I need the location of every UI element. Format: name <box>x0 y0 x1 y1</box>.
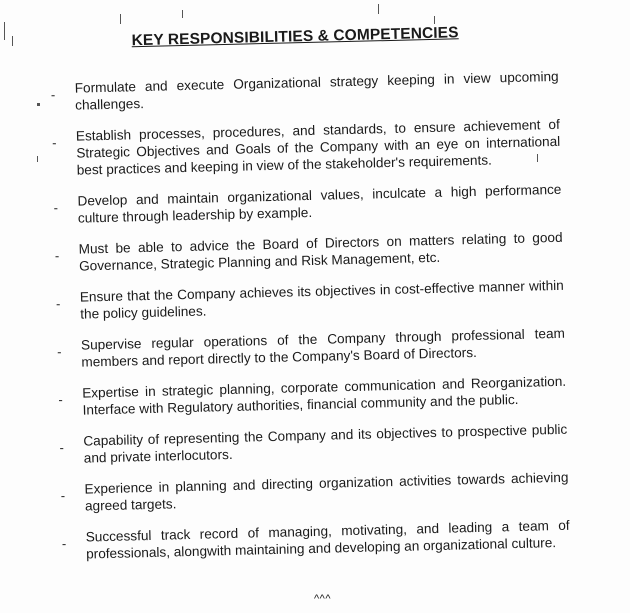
bullet-dash: - <box>55 296 61 312</box>
end-mark: ^^^ <box>314 593 331 605</box>
list-item-text: Establish processes, procedures, and standards, to ensure achievement of Strategic Objectives and Goals of the Company with an eye on international best practices and keeping in view of the stakeholder's requirements. <box>75 116 561 178</box>
list-item <box>51 181 562 227</box>
bullet-dash: - <box>57 344 62 360</box>
bullet-dash: - <box>53 200 59 216</box>
list-item-text: Formulate and execute Organizational strategy keeping in view upcoming challenges. <box>74 68 559 113</box>
list-item-text: Must be able to advice the Board of Directors on matters relating to good Governance, Strategic Planning and Risk Management, etc. <box>78 229 563 274</box>
bullet-dash: - <box>50 87 56 103</box>
list-item <box>50 116 561 179</box>
list-item-text: Develop and maintain organizational values, inculcate a high performance culture through leadership by example. <box>77 181 562 226</box>
list-item-text: Supervise regular operations of the Company through professional team members and report directly to the Company's Board of Directors. <box>80 325 566 370</box>
list-item <box>58 469 569 515</box>
list-item <box>57 421 568 467</box>
list-item <box>60 517 571 563</box>
list-item <box>56 373 567 419</box>
list-item <box>55 325 566 371</box>
list-item <box>52 229 563 275</box>
list-item <box>54 277 565 323</box>
bullet-dash: - <box>61 536 67 552</box>
responsibilities-list <box>49 68 571 577</box>
list-item <box>49 68 560 114</box>
list-item-text: Ensure that the Company achieves its objectives in cost-effective manner within the policy guidelines. <box>79 277 564 322</box>
bullet-dash: - <box>59 440 65 456</box>
bullet-dash: - <box>58 392 63 408</box>
list-item-text: Expertise in strategic planning, corporate communication and Reorganization. Interface with Regulatory authorities, financial community and the public. <box>82 373 567 418</box>
bullet-dash: - <box>54 248 60 264</box>
list-item-text: Successful track record of managing, motivating, and leading a team of professionals, alongwith maintaining and developing an organizational culture. <box>85 517 570 562</box>
bullet-dash: - <box>60 488 66 504</box>
list-item-text: Capability of representing the Company and its objectives to prospective public and private interlocutors. <box>83 421 568 466</box>
page-title: KEY RESPONSIBILITIES & COMPETENCIES <box>131 24 459 50</box>
list-item-text: Experience in planning and directing organization activities towards achieving agreed targets. <box>84 469 569 514</box>
bullet-dash: - <box>51 135 57 151</box>
